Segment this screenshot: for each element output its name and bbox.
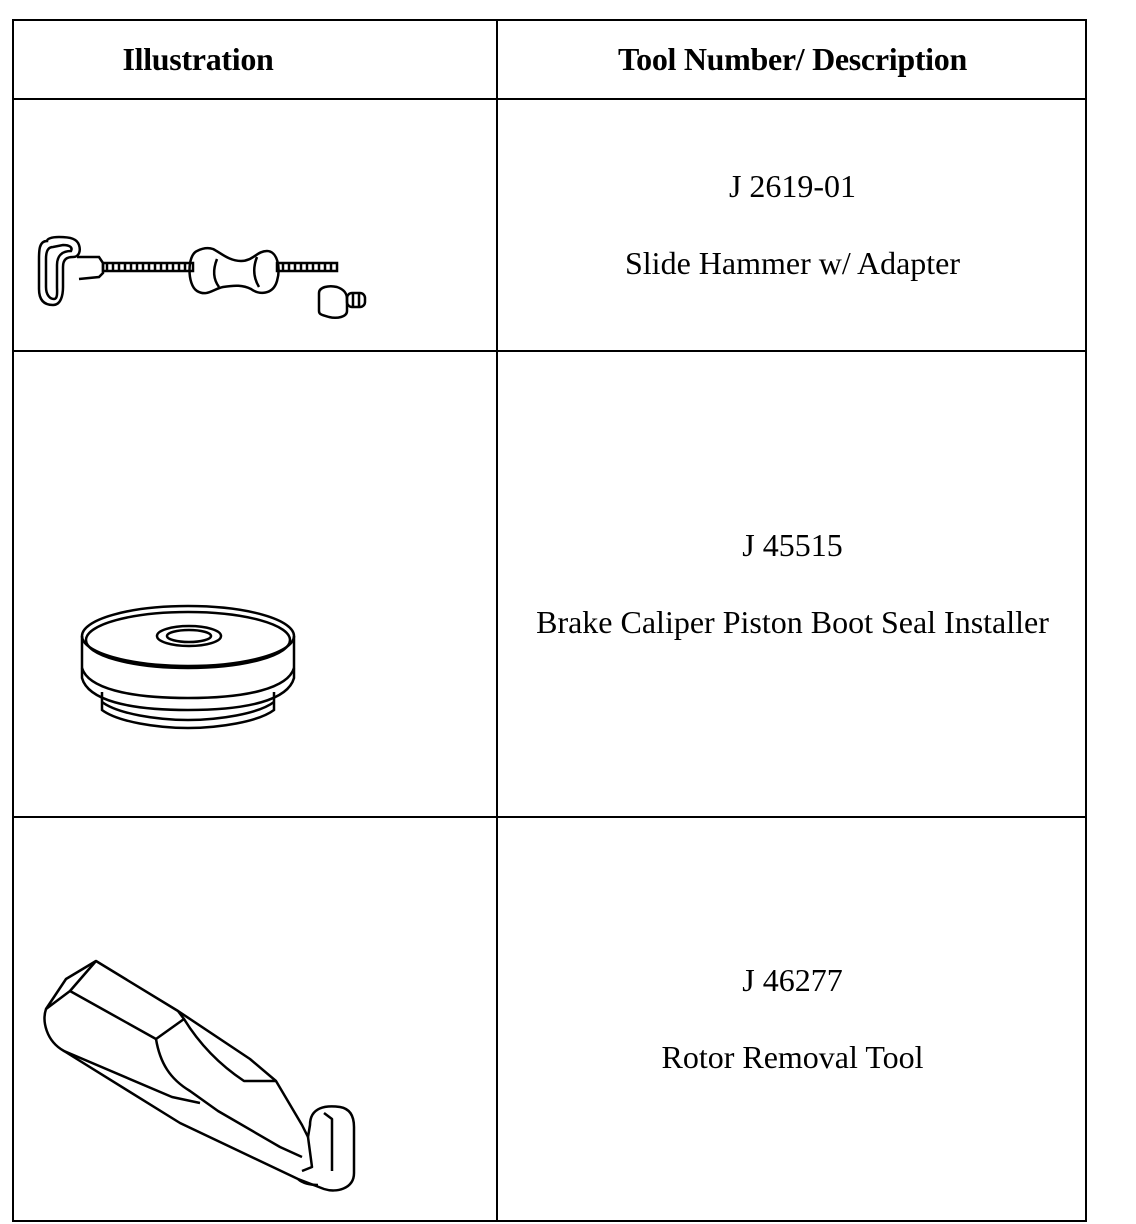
table-border-bottom: [12, 1220, 1087, 1222]
tool-description: Rotor Removal Tool: [661, 1039, 924, 1075]
header-tool-description: Tool Number/ Description: [618, 40, 967, 77]
header-illustration: Illustration: [122, 40, 274, 77]
tool-number: J 45515: [742, 527, 843, 563]
seal-installer-icon: [78, 602, 302, 732]
tool-description: Slide Hammer w/ Adapter: [624, 245, 961, 281]
tool-description: Brake Caliper Piston Boot Seal Installer: [536, 604, 1049, 640]
table-border-left: [12, 19, 14, 1222]
tool-number: J 2619-01: [728, 168, 857, 204]
tool-table: [12, 19, 1087, 1222]
table-row: [498, 352, 1087, 816]
rotor-removal-tool-icon: [40, 957, 360, 1197]
table-row: [498, 100, 1087, 350]
table-row: [498, 818, 1087, 1220]
slide-hammer-icon: [37, 229, 367, 329]
tool-number: J 46277: [742, 962, 843, 998]
